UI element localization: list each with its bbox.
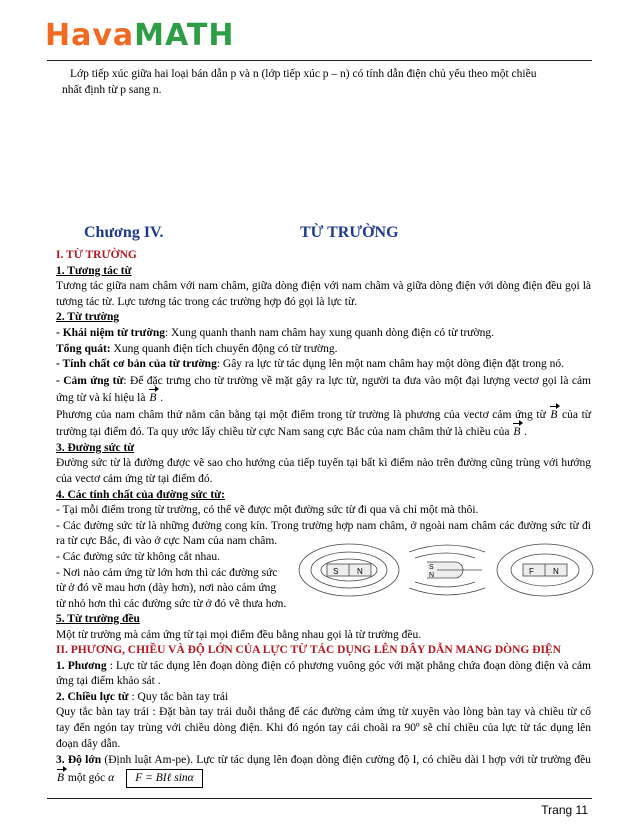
label-cam-ung-tu: - Cảm ứng từ — [56, 374, 124, 387]
text-goc: một góc — [65, 772, 109, 785]
pole-label-n1: N — [357, 566, 363, 576]
period: . — [157, 391, 164, 404]
header-rule — [47, 60, 592, 61]
pole-label-f: F — [529, 566, 534, 576]
subheading-5: 5. Từ trường đều — [56, 612, 140, 625]
text-cam-ung-tu: : Để đặc trưng cho từ trường về mặt gây ra lực từ, người ta đưa vào một đại lượng vectơ gọi là cảm ứng từ và kí hiệu là — [56, 374, 591, 404]
magnetic-field-figures — [297, 540, 597, 608]
pole-label-s1: S — [333, 566, 339, 576]
ampere-formula: F = BIℓ sinα — [126, 769, 203, 788]
paragraph-tuong-tac: Tương tác giữa nam châm với nam châm, giữa dòng điện với nam châm và giữa dòng điện với dòng điện đều gọi là tương tác từ. Lực tương tác trong các trường hợp đó gọi là lực từ. — [56, 280, 591, 308]
figure-row — [56, 550, 591, 612]
text-phuong-luc: : Lực từ tác dụng lên đoạn dòng điện có phương vuông góc với mặt phẳng chứa đoạn dòng điện và cảm ứng tại điểm khảo sát . — [56, 659, 591, 688]
intro-line-1: Lớp tiếp xúc giữa hai loại bán dẫn p và n (lớp tiếp xúc p – n) có tính dẫn điện chủ yếu theo một chiều — [70, 68, 537, 80]
footer-rule — [47, 798, 592, 799]
bullet-4-line-3: từ nhỏ hơn thì các đường sức từ ở đó vẽ thưa hơn. — [56, 597, 287, 610]
paragraph-phuong — [56, 407, 591, 441]
paragraph-duong-suc-tu: Đường sức từ là đường được vẽ sao cho hướng của tiếp tuyến tại bất kì điểm nào trên đường cũng trùng với hướng của vectơ cảm ứng từ tại điểm đó. — [56, 457, 591, 485]
alpha-symbol: α — [108, 772, 115, 785]
label-do-lon: 3. Độ lớn — [56, 754, 102, 767]
horseshoe-magnet-figure — [409, 545, 485, 595]
text-tinh-chat: : Gây ra lực từ tác dụng lên một nam châm hay một dòng điện đặt trong nó. — [216, 358, 564, 371]
label-phuong: 1. Phương — [56, 659, 107, 672]
text-khai-niem: : Xung quanh thanh nam châm hay xung quanh dòng điện có từ trường. — [164, 326, 494, 339]
havamath-logo — [45, 18, 235, 60]
period: . — [521, 425, 528, 438]
section-1-heading: I. TỪ TRƯỜNG — [56, 249, 137, 261]
vector-b-symbol: B — [148, 390, 157, 407]
subheading-3: 3. Đường sức từ — [56, 441, 135, 454]
text-chieu-luc: : Quy tắc bàn tay trái — [128, 690, 229, 703]
bullet-4-line-2: từ ở đó vẽ mau hơn (dày hơn), nơi nào cảm ứng — [56, 582, 277, 595]
paragraph-tu-truong-deu: Một từ trường mà cảm ứng từ tại mọi điểm đều bằng nhau gọi là từ trường đều. — [56, 628, 422, 641]
label-tinh-chat: - Tính chất cơ bản của từ trường — [56, 358, 217, 371]
logo-text-math: MATH — [134, 18, 235, 53]
paragraph-chieu-luc — [56, 690, 591, 706]
text-phuong-a: Phương của nam châm thử nằm cân bằng tại một điểm trong từ trường là phương của vectơ cảm ứng từ — [56, 408, 546, 421]
bar-magnet-figure — [299, 544, 399, 596]
paragraph-khai-niem — [56, 326, 591, 342]
section-2-heading: II. PHƯƠNG, CHIỀU VÀ ĐỘ LỚN CỦA LỰC TỪ TÁC DỤNG LÊN DÂY DẪN MANG DÒNG ĐIỆN — [56, 644, 561, 657]
pole-label-n3: N — [553, 566, 559, 576]
label-tong-quat: Tổng quát: — [56, 342, 111, 355]
paragraph-phuong-luc — [56, 659, 591, 690]
paragraph-tong-quat — [56, 342, 591, 358]
pole-label-s2: S — [429, 563, 434, 571]
subheading-2: 2. Từ trường — [56, 311, 120, 324]
bullet-4-line-1: - Nơi nào cảm ứng từ lớn hơn thì các đường sức — [56, 566, 278, 579]
subheading-1: 1. Tương tác từ — [56, 264, 132, 277]
label-khai-niem: - Khái niệm từ trường — [56, 326, 165, 339]
vector-b-symbol: B — [549, 407, 558, 424]
main-content — [56, 248, 591, 788]
text-do-lon: (Định luật Am-pe). Lực từ tác dụng lên đoạn dòng điện cường độ I, có chiều dài l hợp với từ trường đều — [101, 754, 592, 767]
bullet-3: - Các đường sức từ không cắt nhau. — [56, 550, 221, 563]
u-magnet-figure — [497, 544, 593, 596]
chapter-number: Chương IV. — [84, 224, 164, 241]
paragraph-quy-tac: Quy tắc bàn tay trái : Đặt bàn tay trái duỗi thẳng để các đường cảm ứng từ xuyên vào lòng bàn tay và chiều từ cổ tay đến ngón tay trùng với chiều dòng điện. Khi đó ngón tay cái choãi ra 90º sẽ chỉ chiều của lực từ tác dụng lên đoạn dây dẫn. — [56, 706, 591, 750]
paragraph-do-lon — [56, 752, 591, 788]
subheading-4: 4. Các tính chất của đường sức từ: — [56, 488, 225, 501]
vector-b-symbol: B — [512, 424, 521, 441]
paragraph-tinh-chat — [56, 357, 591, 373]
bullet-1: - Tại mỗi điểm trong từ trường, có thể vẽ được một đường sức từ đi qua và chỉ một mà thôi. — [56, 504, 479, 517]
page-number: Trang 11 — [541, 803, 588, 817]
text-tong-quat: Xung quanh điện tích chuyển động có từ trường. — [110, 342, 338, 355]
bullet-2: - Các đường sức từ là những đường cong kín. Trong trường hợp nam châm, ở ngoài nam châm các đường sức từ đi ra từ cực Bắc, đi vào ở cực Nam của nam châm. — [56, 519, 591, 548]
pole-label-n2: N — [429, 571, 435, 579]
chapter-title: TỪ TRƯỜNG — [300, 224, 399, 241]
text-phuong-b: của từ trường tại điểm đó. Ta quy ước lấy chiều từ cực Nam sang cực Bắc của nam châm thử là chiều của — [56, 408, 592, 438]
logo-text-hava: Hava — [45, 18, 135, 53]
vector-b-symbol: B — [56, 770, 65, 787]
intro-line-2: nhất định từ p sang n. — [62, 84, 162, 96]
intro-paragraph — [62, 66, 587, 98]
label-chieu-luc: 2. Chiều lực từ — [56, 690, 129, 703]
paragraph-cam-ung-tu — [56, 373, 591, 407]
